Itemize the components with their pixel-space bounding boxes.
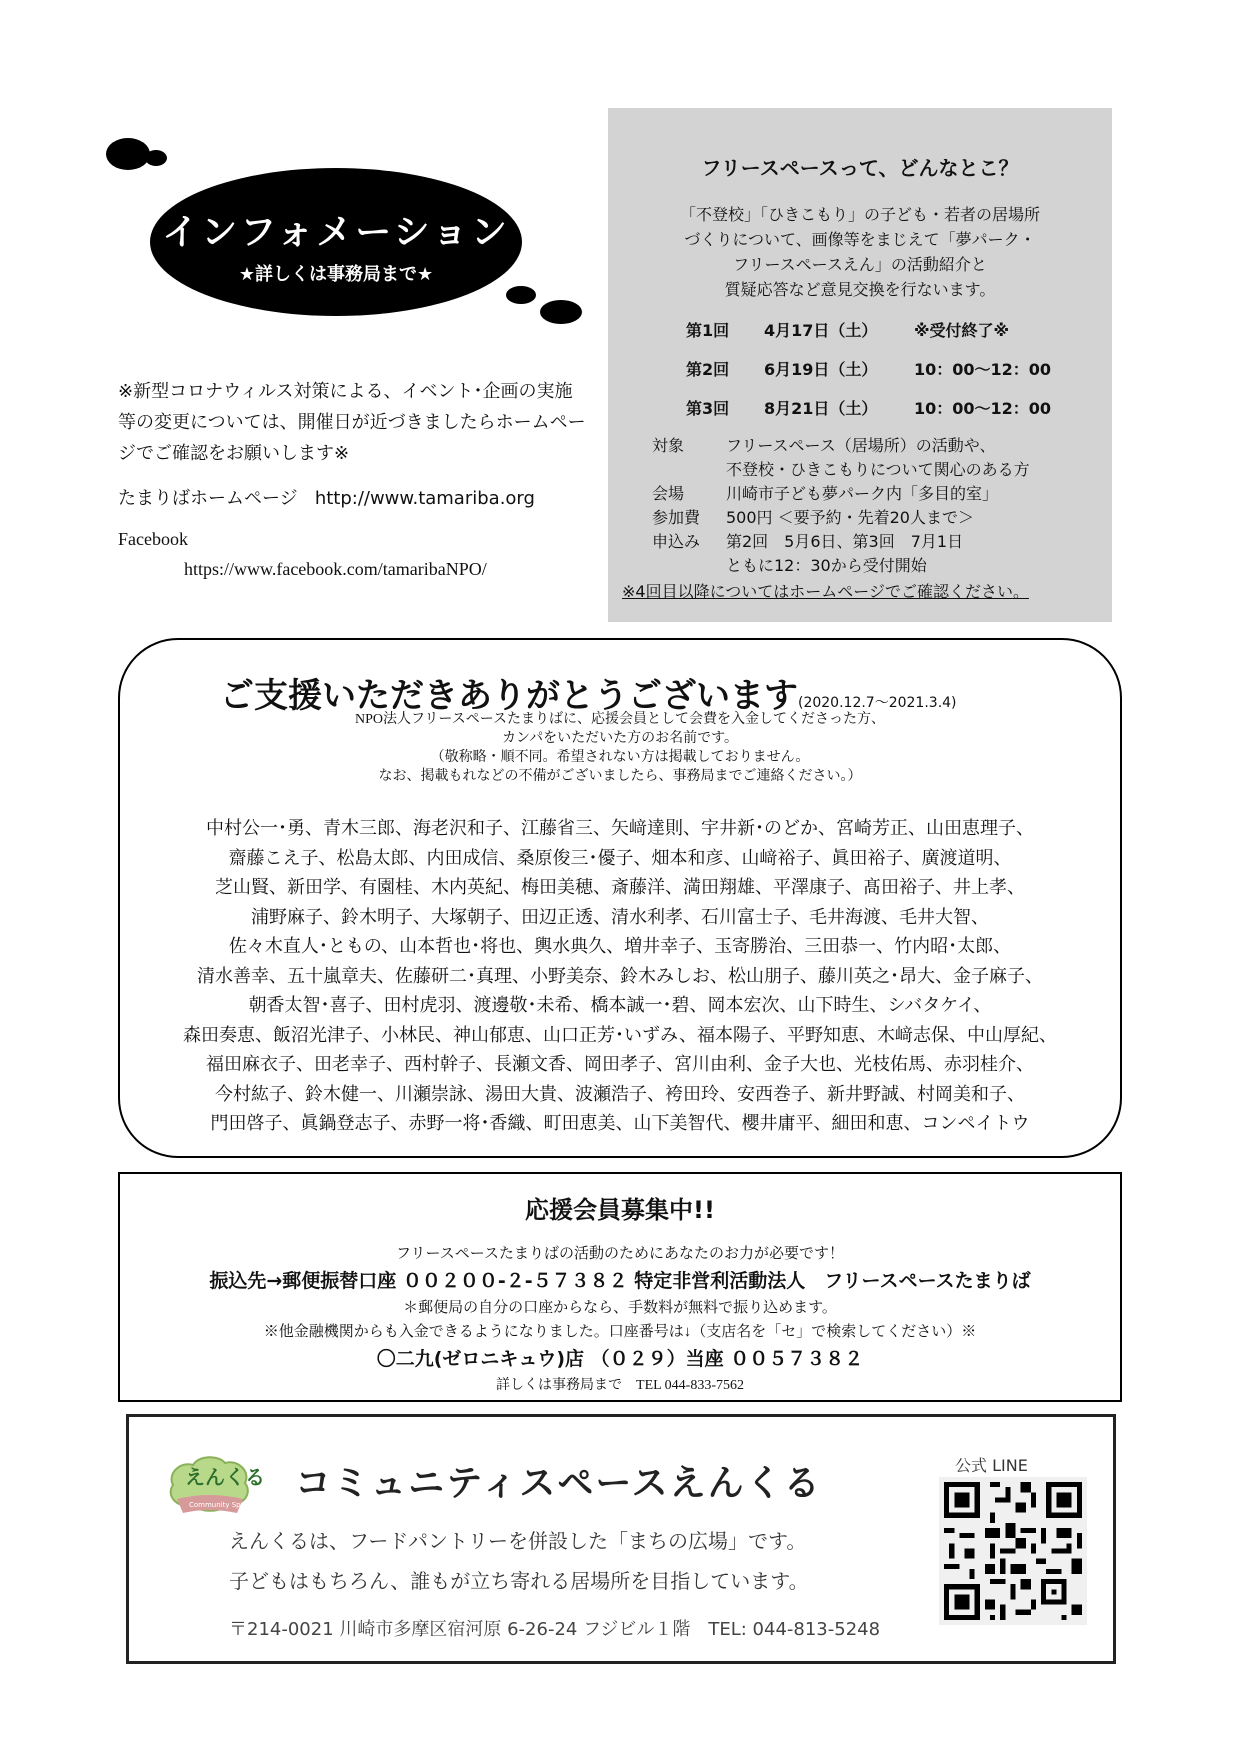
freespace-title: フリースペースって、どんなとこ？ — [701, 156, 1019, 180]
session-time: 10：00～12：00 — [914, 399, 1052, 418]
detail-value: 第2回 5月6日、第3回 7月1日 — [726, 532, 964, 551]
homepage-line — [118, 483, 588, 514]
homepage-link[interactable]: http://www.tamariba.org — [314, 488, 535, 509]
information-title: インフォメーション — [162, 212, 510, 253]
description-line: 「不登校」「ひきこもり」の子ども・若者の居場所 — [679, 205, 1040, 224]
description-line: づくりについて、画像等をまじえて「夢パーク・ — [684, 230, 1036, 249]
logo-text: えんくる — [185, 1465, 265, 1489]
names-line: 浦野麻子、鈴木明子、大塚朝子、田辺正透、清水利孝、石川富士子、毛井海渡、毛井大智、 — [251, 906, 989, 928]
names-line: 佐々木直人･ともの、山本哲也･将也、輿水典久、増井幸子、玉寄勝治、三田恭一、竹内昭･太郎、 — [228, 936, 1012, 957]
detail-label: 申込み — [652, 532, 701, 551]
enkuru-description: えんくるは、フードパントリーを併設した「まちの広場」です。 — [229, 1529, 807, 1553]
detail-value: 500円 ＜要予約・先着20人まで＞ — [726, 508, 974, 527]
detail-label: 会場 — [652, 484, 685, 503]
branch-account-line: 〇二九(ゼロニキュウ)店 （０２９）当座 ００５７３８２ — [376, 1348, 864, 1370]
information-subtitle: ★詳しくは事務局まで★ — [238, 264, 434, 285]
covid-notice: ※新型コロナウィルス対策による、イベント･企画の実施等の変更については、開催日が近づきましたらホームページでご確認をお願いします※ — [118, 381, 586, 464]
session-number: 第3回 — [686, 399, 730, 418]
session-row — [686, 357, 1051, 380]
logo-subtext: Community Space — [189, 1501, 254, 1509]
freespace-footnote: ※4回目以降についてはホームページでご確認ください。 — [622, 582, 1029, 601]
names-line: 中村公一･勇、青木三郎、海老沢和子、江藤省三、矢﨑達則、宇井新･のどか、宮崎芳正、山田恵理子、 — [206, 818, 1034, 839]
session-number: 第2回 — [686, 360, 730, 379]
thanks-notes — [120, 710, 1120, 786]
detail-label: 参加費 — [652, 508, 701, 527]
session-number: 第1回 — [686, 321, 730, 340]
thought-bubble-dot — [145, 150, 167, 166]
facebook-label: Facebook — [118, 529, 188, 549]
support-line: ※他金融機関からも入金できるようになりました。口座番号は↓（支店名を「セ」で検索してください）※ — [263, 1324, 977, 1340]
support-line: ＊郵便局の自分の口座からなら、手数料が無料で振り込めます。 — [403, 1300, 837, 1316]
names-line: 齋藤こえ子、松島太郎、内田成信、桑原俊三･優子、畑本和彦、山﨑裕子、眞田裕子、廣渡道明、 — [228, 847, 1012, 869]
session-date: 8月21日（土） — [764, 399, 878, 418]
thought-bubble-dot — [106, 138, 150, 170]
event-details — [652, 434, 1092, 578]
freespace-description — [608, 202, 1112, 302]
thanks-period: (2020.12.7～2021.3.4) — [798, 695, 957, 711]
support-title: 応援会員募集中!! — [525, 1196, 715, 1224]
detail-label: 対象 — [652, 436, 685, 455]
enkuru-description: 子どもはもちろん、誰もが立ち寄れる居場所を目指しています。 — [229, 1569, 809, 1593]
note-line: NPO法人フリースペースたまりばに、応援会員として会費を入金してくださった方、 — [354, 712, 886, 727]
names-line: 森田奏恵、飯沼光津子、小林民、神山郁恵、山口正芳･いずみ、福本陽子、平野知恵、木﨑志保、中山厚紀、 — [182, 1024, 1058, 1046]
support-panel — [118, 1172, 1122, 1402]
thought-bubble-dot — [506, 286, 536, 304]
line-label: 公式 LINE — [955, 1456, 1028, 1475]
names-line: 朝香太智･喜子、田村虎羽、渡邊敬･未希、橋本誠一･碧、岡本宏次、山下時生、シバタケイ、 — [248, 995, 992, 1016]
facebook-link[interactable]: https://www.facebook.com/tamaribaNPO/ — [184, 559, 487, 579]
detail-value: フリースペース（居場所）の活動や、 — [726, 436, 996, 455]
support-line: フリースペースたまりばの活動のためにあなたのお力が必要です！ — [396, 1246, 844, 1262]
thanks-panel — [118, 638, 1122, 1158]
line-qr-code[interactable] — [939, 1477, 1087, 1625]
enkuru-title: コミュニティスペースえんくる — [295, 1463, 822, 1504]
names-line: 福田麻衣子、田老幸子、西村幹子、長瀬文香、岡田孝子、宮川由利、金子大也、光枝佑馬、赤羽桂介、 — [206, 1054, 1034, 1075]
freespace-panel — [608, 108, 1112, 622]
note-line: なお、掲載もれなどの不備がございましたら、事務局までご連絡ください。） — [378, 769, 862, 784]
description-line: フリースペースえん」の活動紹介と — [733, 255, 987, 274]
enkuru-address: 〒214-0021 川崎市多摩区宿河原 6-26-24 フジビル１階 TEL: 044-813-5248 — [229, 1619, 881, 1640]
description-line: 質疑応答など意見交換を行ないます。 — [724, 280, 996, 299]
thought-bubble-dot — [540, 300, 582, 324]
enkuru-panel — [126, 1414, 1116, 1664]
session-time: 10：00～12：00 — [914, 360, 1052, 379]
names-line: 清水善幸、五十嵐章夫、佐藤研二･真理、小野美奈、鈴木みしお、松山朋子、藤川英之･昂大、金子麻子、 — [197, 965, 1043, 987]
support-contact: 詳しくは事務局まで TEL 044-833-7562 — [496, 1378, 744, 1393]
session-row — [686, 318, 1009, 341]
names-line: 今村紘子、鈴木健一、川瀬崇詠、湯田大貴、波瀬浩子、袴田玲、安西巻子、新井野誠、村岡美和子、 — [215, 1083, 1025, 1105]
session-date: 6月19日（土） — [764, 360, 878, 379]
detail-value: ともに12：30から受付開始 — [726, 556, 927, 575]
note-line: カンパをいただいた方のお名前です。 — [502, 731, 738, 746]
bank-account-line: 振込先→郵便振替口座 ００２００-２-５７３８２ 特定非営利活動法人 フリースペースたまりば — [209, 1270, 1031, 1292]
detail-value: 不登校・ひきこもりについて関心のある方 — [726, 460, 1030, 479]
names-line: 芝山賢、新田学、有園桂、木内英紀、梅田美穂、斎藤洋、満田翔雄、平澤康子、髙田裕子、井上孝、 — [215, 877, 1025, 898]
session-date: 4月17日（土） — [764, 321, 878, 340]
note-line: （敬称略・順不同。希望されない方は掲載しておりません。 — [430, 750, 810, 765]
information-bubble — [150, 168, 522, 316]
session-row — [686, 396, 1051, 419]
names-line: 門田啓子、眞鍋登志子、赤野一将･香織、町田恵美、山下美智代、櫻井庸平、細田和恵、コンペイトウ — [210, 1113, 1030, 1134]
session-time: ※受付終了※ — [914, 321, 1010, 340]
detail-value: 川崎市子ども夢パーク内「多目的室」 — [726, 484, 999, 503]
homepage-label: たまりばホームページ — [118, 488, 298, 509]
thanks-heading: ご支援いただきありがとうございます — [220, 676, 798, 716]
supporter-names — [120, 814, 1120, 1139]
